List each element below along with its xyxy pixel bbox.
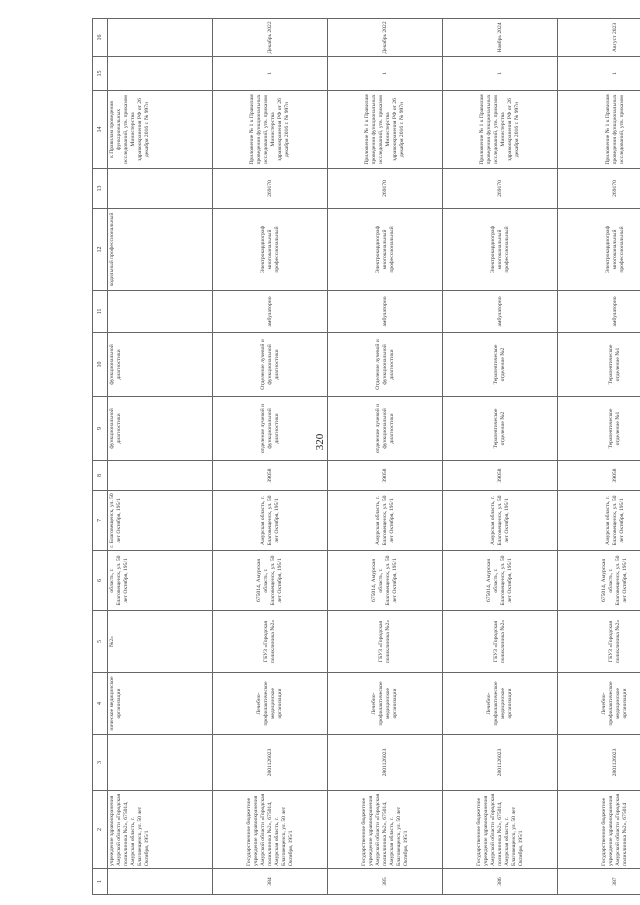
cell-row-number: 384 [213,869,328,895]
cell-empty [108,735,213,791]
column-number: 5 [93,611,108,673]
column-number: 14 [93,91,108,169]
column-number: 13 [93,169,108,209]
cell-date: Декабрь 2022 [328,19,443,57]
cell-row-number: 385 [328,869,443,895]
table-row [328,19,443,895]
cell-department: Терапевтическое отделение №2 [443,397,558,461]
cell-mode: амбулаторно [558,291,640,333]
cell-location: г. Благовещенск, ул. 50 лет Октября, 195/1 [108,491,213,551]
cell-kind: Лечебно-профилактическое медицинское организации [443,673,558,735]
cell-name: №2» [108,611,213,673]
cell-rules: Приложение № 1 к Правилам проведения функциональных исследований, утв. приказом Министерства здравоохранения РФ от 26 декабря 2016 г. № 997н [443,91,558,169]
cell-device: Электрокардиограф многоканальный профессиональный [558,209,640,291]
cell-location: Амурская область, г. Благовещенск, ул. 50 лет Октября, 195/1 [558,491,640,551]
cell-kind: ническое медицинское организации [108,673,213,735]
cell-mode: амбулаторно [328,291,443,333]
cell-location: Амурская область, г. Благовещенск, ул. 50 лет Октября, 195/1 [328,491,443,551]
cell-device: Электрокардиограф многоканальный профессиональный [443,209,558,291]
column-number: 9 [93,397,108,461]
column-number: 15 [93,57,108,91]
cell-c8: 39058 [443,461,558,491]
cell-code: 2801126023 [213,735,328,791]
table-row [213,19,328,895]
cell-device: Электрокардиограф многоканальный профессиональный [328,209,443,291]
cell-unit: Терапевтическое отделение №2 [443,333,558,397]
cell-organization: Государственное бюджетное учреждение здравоохранения Амурской области «Городская поликлиника №2», 675014, Амурская область, г. Благовещенск, ул. 50 лет Октября, 195/1 [328,791,443,869]
cell-organization: учреждение здравоохранения Амурской области «Городская поликлиника №2», 675014, Амурская область, г. Благовещенск, ул. 50 лет Октября, 195/1 [108,791,213,869]
cell-location: Амурская область, г. Благовещенск, ул. 50 лет Октября, 195/1 [213,491,328,551]
cell-unit: функциональной диагностики [108,333,213,397]
continuation-row [108,19,213,895]
column-number: 1 [93,869,108,895]
cell-device-code: 269170 [328,169,443,209]
cell-empty [108,869,213,895]
cell-kind: Лечебно-профилактическое медицинское организации [213,673,328,735]
cell-empty [108,291,213,333]
cell-organization: Государственное бюджетное учреждение здравоохранения Амурской области «Городская поликлиника №2», 675014, Амурская область, г. Благовещенск, ул. 50 лет Октября, 195/1 [213,791,328,869]
cell-name: ГБУЗ «Городская поликлиника №2» [213,611,328,673]
cell-c15: 1 [213,57,328,91]
cell-kind: Лечебно-профилактическое медицинское организации [558,673,640,735]
column-number: 11 [93,291,108,333]
cell-department: функциональной диагностики [108,397,213,461]
cell-device-code: 269170 [558,169,640,209]
column-number: 2 [93,791,108,869]
cell-unit: Отделение лучевой и функциональной диагностики [213,333,328,397]
cell-organization: Государственное бюджетное учреждение здравоохранения Амурской области «Городская поликлиника №2», 675014 [558,791,640,869]
cell-c15: 1 [443,57,558,91]
cell-department: Терапевтическое отделение №1 [558,397,640,461]
equipment-table [92,18,640,895]
column-number: 10 [93,333,108,397]
cell-rules: Приложение № 1 к Правилам проведения функциональных исследований, утв. приказом Министерства здравоохранения РФ от 26 декабря 2016 г. № 997н [328,91,443,169]
cell-c15: 1 [558,57,640,91]
cell-name: ГБУЗ «Городская поликлиника №2» [443,611,558,673]
cell-empty [108,19,213,57]
cell-department: отделение лучевой и функциональной диагностики [328,397,443,461]
table-row [558,19,640,895]
column-number: 16 [93,19,108,57]
cell-kind: Лечебно-профилактическое медицинское организации [328,673,443,735]
column-number: 3 [93,735,108,791]
cell-date: Ноябрь 2024 [443,19,558,57]
cell-device-code: 269170 [213,169,328,209]
cell-address: 675014, Амурская область, г. Благовещенск, ул. 50 лет Октября, 195/1 [443,551,558,611]
cell-row-number: 387 [558,869,640,895]
cell-mode: амбулаторно [443,291,558,333]
cell-device: Электрокардиограф многоканальный профессиональный [213,209,328,291]
cell-device: ходильный профессиональный [108,209,213,291]
cell-location: Амурская область, г. Благовещенск, ул. 50 лет Октября, 195/1 [443,491,558,551]
cell-empty [108,57,213,91]
cell-address: 675014, Амурская область, г. Благовещенск, ул. 50 лет Октября, 195/1 [558,551,640,611]
column-number: 6 [93,551,108,611]
cell-empty [108,169,213,209]
cell-date: Август 2023 [558,19,640,57]
cell-device-code: 269170 [443,169,558,209]
column-number: 12 [93,209,108,291]
cell-c8: 39058 [213,461,328,491]
column-number: 8 [93,461,108,491]
column-number: 7 [93,491,108,551]
cell-organization: Государственное бюджетное учреждение здравоохранения Амурской области «Городская поликлиника №2», 675014, Амурская область, г. Благовещенск, ул. 50 лет Октября, 195/1 [443,791,558,869]
cell-rules: Приложение № 1 к Правилам проведения функциональных исследований, утв. приказом [558,91,640,169]
cell-unit: Отделение лучевой и функциональной диагностики [328,333,443,397]
cell-department: отделение лучевой и функциональной диагностики [213,397,328,461]
cell-address: 675014, Амурская область, г. Благовещенск, ул. 50 лет Октября, 195/1 [328,551,443,611]
column-number-row [93,19,108,895]
cell-mode: амбулаторно [213,291,328,333]
cell-name: ГБУЗ «Городская поликлиника №2» [558,611,640,673]
column-number: 4 [93,673,108,735]
cell-empty [108,461,213,491]
cell-c8: 39058 [558,461,640,491]
cell-c15: 1 [328,57,443,91]
cell-name: ГБУЗ «Городская поликлиника №2» [328,611,443,673]
cell-c8: 39058 [328,461,443,491]
cell-rules: Приложение № 1 к Правилам проведения функциональных исследований, утв. приказом Министерства здравоохранения РФ от 26 декабря 2016 г. № 997н [213,91,328,169]
cell-date: Декабрь 2022 [213,19,328,57]
cell-unit: Терапевтическое отделение №1 [558,333,640,397]
cell-code: 2801126023 [328,735,443,791]
table-row [443,19,558,895]
cell-code: 2801126023 [443,735,558,791]
cell-rules: к Правилам проведения функциональных исследований, утв. приказом Министерства здравоохранения РФ от 26 декабря 2016 г. № 997н [108,91,213,169]
cell-row-number: 386 [443,869,558,895]
cell-address: 675014, Амурская область, г. Благовещенск, ул. 50 лет Октября, 195/1 [213,551,328,611]
page-number: 320 [314,433,326,451]
cell-code: 2801126023 [558,735,640,791]
cell-address: область, г. Благовещенск, ул. 50 лет Октября, 195/1 [108,551,213,611]
